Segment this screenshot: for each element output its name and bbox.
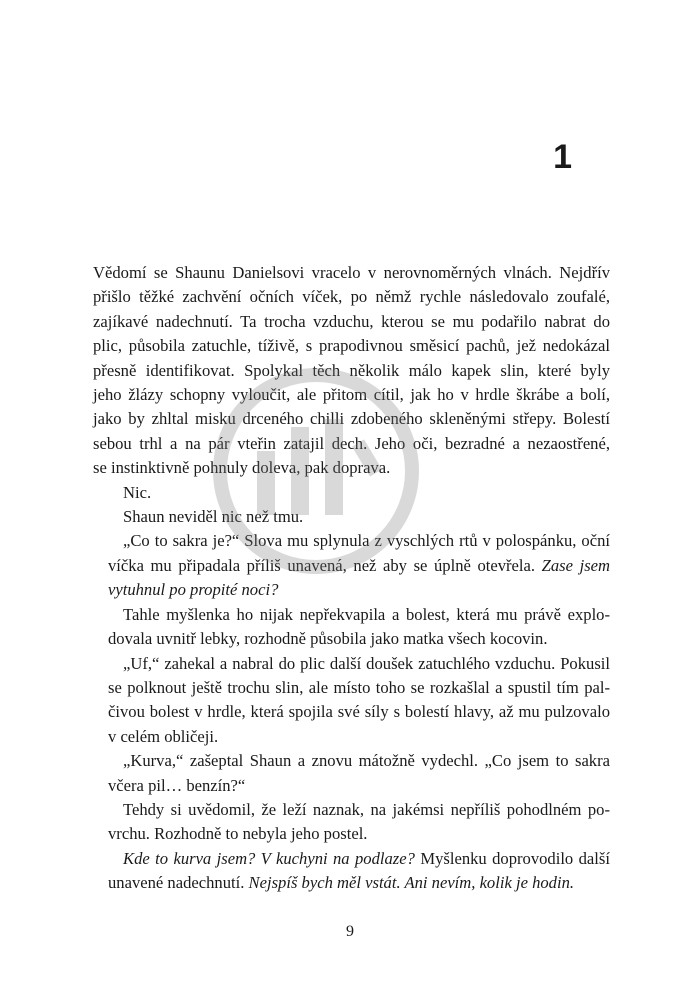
text-run: dovala uvnitř lebky, rozhodně působila jako matka všech kocovin. [108,629,548,649]
text-run: jeho žlázy schopny vyloučit, ale přitom cítil, jak ho v hrdle škrábe a bolí, [93,385,610,405]
text-line [93,774,610,798]
text-line [93,725,610,749]
italic-text: Zase jsem [541,555,611,575]
text-run: „Kurva,“ zašeptal Shaun a znovu mátožně vydechl. „Co jsem to sakra [123,751,610,771]
text-run: sebou trhl a na pár vteřin zatajil dech. Jeho oči, bezradné a nezaostřené, [93,433,610,453]
paragraph [93,481,610,505]
text-line [93,383,610,407]
text-line [93,359,610,383]
paragraph [93,847,610,896]
italic-text: vytuhnul po propité noci? [108,580,279,600]
text-line [93,285,610,309]
text-run: zajíkavé nadechnutí. Ta trocha vzduchu, kterou se mu podařilo nabrat do [93,311,610,331]
text-line [93,627,610,651]
text-line [93,407,610,431]
text-run: přesně identifikovat. Spolykal těch několik málo kapek slin, které byly [93,360,610,380]
text-line [93,505,610,529]
text-line [93,847,610,871]
text-run: vrchu. Rozhodně to nebyla jeho postel. [108,824,368,844]
text-run: „Uf,“ zahekal a nabral do plic další doušek zatuchlého vzduchu. Pokusil [123,653,610,673]
text-line [93,603,610,627]
text-line [93,749,610,773]
text-line [93,334,610,358]
text-line [93,554,610,578]
text-run: Nic. [123,482,152,502]
text-line [93,822,610,846]
text-run: Shaun neviděl nic než tmu. [123,507,304,527]
paragraph [93,798,610,847]
paragraph [93,749,610,798]
text-run: unavené nadechnutí. [108,873,249,893]
text-run: Myšlenku doprovodilo další [414,848,610,868]
text-run: se polknout ještě trochu slin, ale místo toho se rozkašlal a spustil tím pal- [108,677,610,697]
text-run: Tehdy si uvědomil, že leží naznak, na jakémsi nepříliš pohodlném po- [123,799,610,819]
text-run: se instinktivně pohnuly doleva, pak doprava. [93,458,391,478]
text-run: přišlo těžké zachvění očních víček, po němž rychle následovalo zoufalé, [93,287,610,307]
paragraph [93,261,610,481]
text-line [93,529,610,553]
chapter-number: 1 [553,138,572,176]
paragraph [93,505,610,529]
paragraph [93,652,610,750]
text-line [93,676,610,700]
text-run: plic, působila zatuchle, tíživě, s prapodivnou směsicí pachů, jež nedokázal [93,336,610,356]
paragraph [93,603,610,652]
paragraph [93,529,610,602]
text-line [93,652,610,676]
text-line [93,798,610,822]
italic-text: Nejspíš bych měl vstát. Ani nevím, kolik je hodin. [248,873,575,893]
body-text [93,261,610,896]
text-run: včera pil… benzín?“ [108,775,246,795]
text-run: jako by zhltal misku drceného chilli zdobeného skleněnými střepy. Bolestí [93,409,610,429]
text-run: v celém obličeji. [108,726,219,746]
text-run: čivou bolest v hrdle, která spojila své síly s bolestí hlavy, až mu pulzovalo [108,702,610,722]
text-line [93,310,610,334]
text-run: Vědomí se Shaunu Danielsovi vracelo v nerovnoměrných vlnách. Nejdřív [93,263,610,282]
text-line [93,432,610,456]
text-line [93,700,610,724]
text-line [93,261,610,285]
text-run: „Co to sakra je?“ Slova mu splynula z vyschlých rtů v polospánku, oční [123,531,610,551]
text-run: víčka mu připadala příliš unavená, než aby se úplně otevřela. [108,555,542,575]
text-line [93,456,610,480]
text-line [93,481,610,505]
page-number: 9 [346,923,354,940]
italic-text: Kde to kurva jsem? V kuchyni na podlaze? [123,848,415,868]
text-run: Tahle myšlenka ho nijak nepřekvapila a bolest, která mu právě explo- [123,604,610,624]
text-line [93,871,610,895]
text-line [93,578,610,602]
